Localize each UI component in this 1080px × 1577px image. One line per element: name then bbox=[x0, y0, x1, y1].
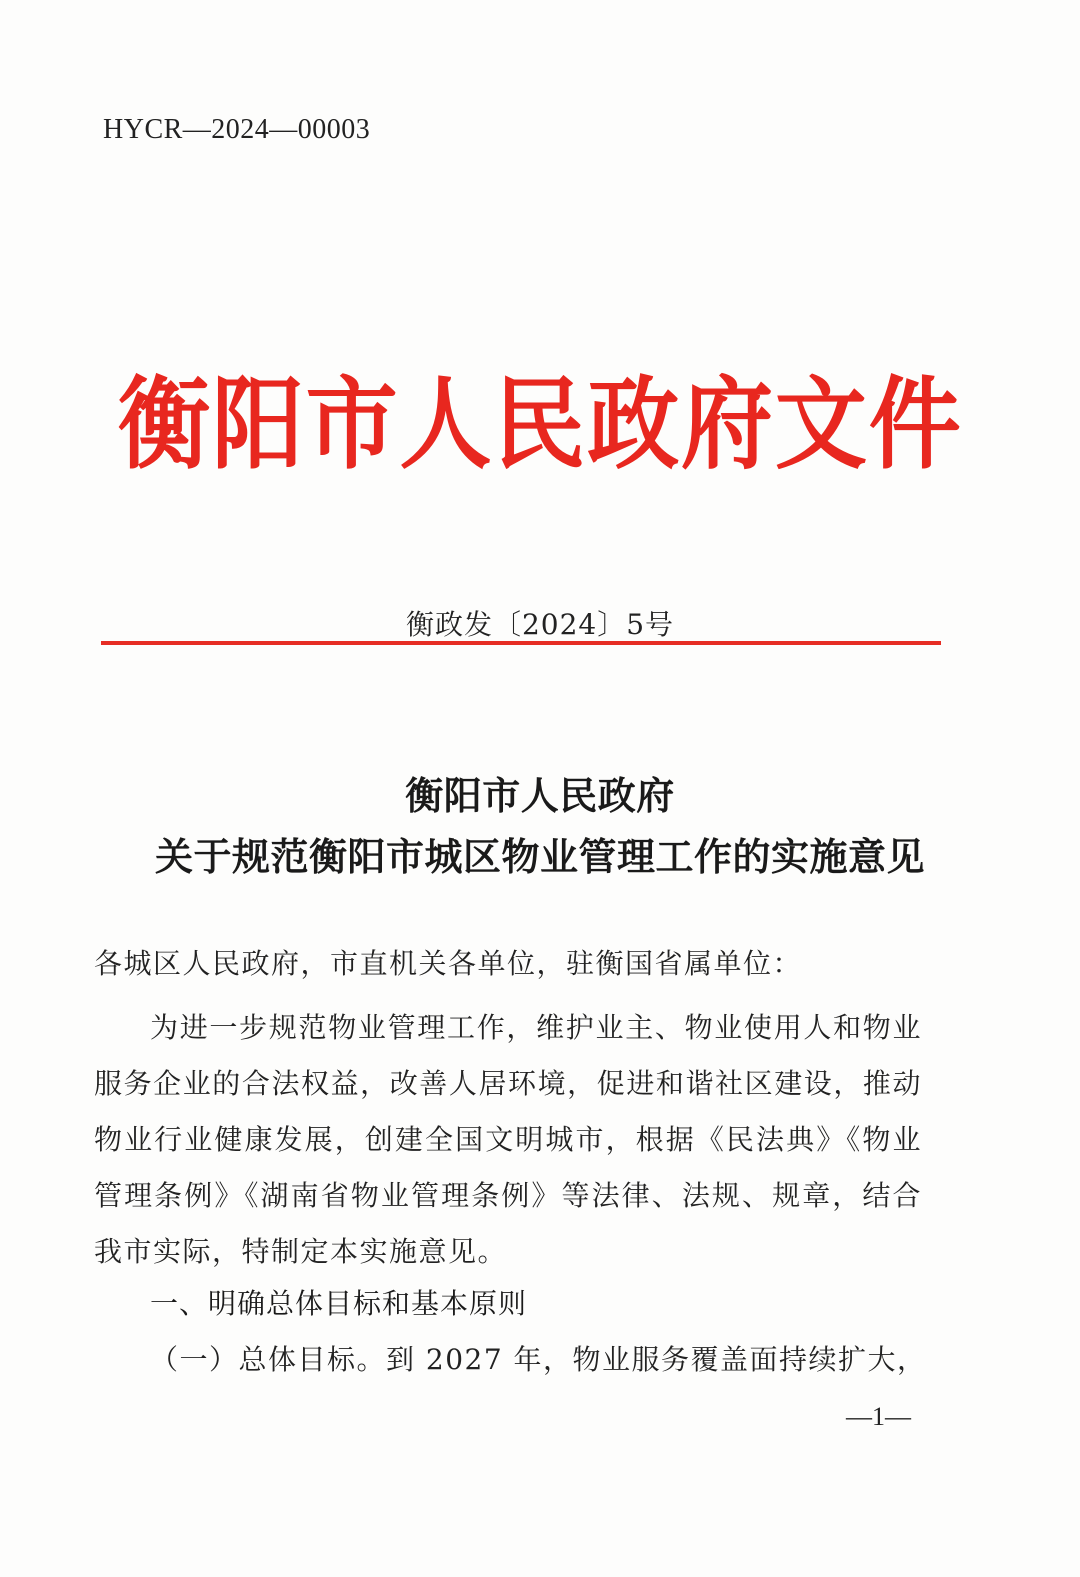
page-number: —1— bbox=[846, 1402, 911, 1431]
subsection-paragraph: （一）总体目标。到 2027 年，物业服务覆盖面持续扩大， bbox=[150, 1343, 927, 1376]
body-paragraph: 为进一步规范物业管理工作，维护业主、物业使用人和物业服务企业的合法权益，改善人居环境，促进和谐社区建设，推动物业行业健康发展，创建全国文明城市，根据《民法典》《物业管理条例》《湖南省物业管理条例》等法律、法规、规章，结合我市实际，特制定本实施意见。 bbox=[94, 1011, 922, 1268]
masthead-title: 衡阳市人民政府文件 bbox=[118, 366, 963, 483]
salutation: 各城区人民政府，市直机关各单位，驻衡国省属单位： bbox=[94, 947, 803, 980]
document-title-issuer: 衡阳市人民政府 bbox=[405, 773, 675, 818]
section-heading: 一、明确总体目标和基本原则 bbox=[150, 1287, 528, 1320]
document-title-subject: 关于规范衡阳市城区物业管理工作的实施意见 bbox=[154, 834, 925, 879]
red-divider-line bbox=[101, 641, 941, 645]
document-code: HYCR—2024—00003 bbox=[103, 114, 371, 145]
issue-number: 衡政发〔2024〕5号 bbox=[405, 608, 675, 641]
